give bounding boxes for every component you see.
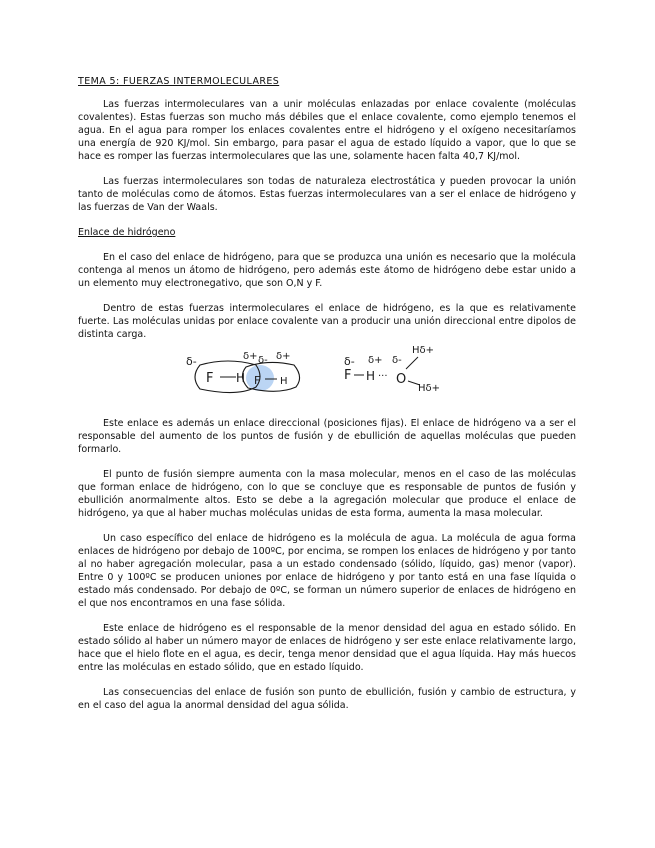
atom-label: F <box>206 371 214 386</box>
atom-label: H <box>236 371 246 385</box>
hydrogen-bond-sketch <box>78 343 576 403</box>
paragraph-7: Un caso específico del enlace de hidrógeno es la molécula de agua. La molécula de agua forma enlaces de hidrógeno por debajo de 100ºC, por encima, se rompen los enlaces de hidrógeno y por tanto al no haber agregación molecular, pasa a un estado condensado (sólido, líquido, gas) menor (vapor). Entre 0 y 100ºC se producen uniones por enlace de hidrógeno y por tanto está en una fase líquida o estado más condensado. Por debajo de 0ºC, se forman un número superior de enlaces de hidrógeno en el que nos encontramos en una fase sólida. <box>78 533 576 609</box>
charge-label: Hδ+ <box>412 345 435 356</box>
hydrogen-bond-drawing <box>78 343 576 403</box>
paragraph-9: Las consecuencias del enlace de fusión son punto de ebullición, fusión y cambio de estructura, y en el caso del agua la anormal densidad del agua sólida. <box>78 687 576 711</box>
page-title: TEMA 5: FUERZAS INTERMOLECULARES <box>78 76 280 87</box>
charge-label: δ- <box>392 355 402 366</box>
atom-label: F <box>344 368 352 383</box>
paragraph-4: Dentro de estas fuerzas intermoleculares el enlace de hidrógeno, es la que es relativamente fuerte. Las moléculas unidas por enlace covalente van a producir una unión direccional entre dipolos de distinta carga. <box>78 303 576 340</box>
charge-label: δ- <box>258 355 268 366</box>
charge-label: δ+ <box>368 355 383 366</box>
atom-label: O <box>396 372 407 387</box>
document-body <box>78 75 576 724</box>
paragraph-3: En el caso del enlace de hidrógeno, para que se produzca una unión es necesario que la molécula contenga al menos un átomo de hidrógeno, pero además este átomo de hidrógeno debe estar unido a un elemento muy electronegativo, que son O,N y F. <box>78 252 576 289</box>
atom-label: F <box>254 374 261 387</box>
paragraph-5: Este enlace es además un enlace direccional (posiciones fijas). El enlace de hidrógeno va a ser el responsable del aumento de los puntos de fusión y de ebullición de aquellas moléculas que pueden formarlo. <box>78 418 576 455</box>
charge-label: δ- <box>344 355 355 368</box>
paragraph-8: Este enlace de hidrógeno es el responsable de la menor densidad del agua en estado sólido. En estado sólido al haber un número mayor de enlaces de hidrógeno y ser este enlace relativamente largo, hace que el hielo flote en el agua, es decir, tenga menor densidad que el agua líquida. Hay más huecos entre las moléculas en estado sólido, que en estado líquido. <box>78 623 576 673</box>
paragraph-6: El punto de fusión siempre aumenta con la masa molecular, menos en el caso de las moléculas que forman enlace de hidrógeno, con lo que se concluye que es responsable de puntos de fusión y ebullición anormalmente altos. Esto se debe a la agregación molecular que produce el enlace de hidrógeno, ya que al haber muchas moléculas unidas de esta forma, aumenta la masa molecular. <box>78 469 576 519</box>
atom-label: H <box>280 376 288 387</box>
charge-label: δ+ <box>276 351 291 362</box>
charge-label: δ- <box>186 355 197 368</box>
charge-label: δ+ <box>243 351 258 362</box>
paragraph-2: Las fuerzas intermoleculares son todas de naturaleza electrostática y pueden provocar la unión tanto de moléculas como de átomos. Estas fuerzas intermoleculares van a ser el enlace de hidrógeno y las fuerzas de Van der Waals. <box>78 176 576 213</box>
paragraph-1: Las fuerzas intermoleculares van a unir moléculas enlazadas por enlace covalente (moléculas covalentes). Estas fuerzas son mucho más débiles que el enlace covalente, como ejemplo tenemos el agua. En el agua para romper los enlaces covalentes entre el hidrógeno y el oxígeno necesitaríamos una energía de 920 KJ/mol. Sin embargo, para pasar el agua de estado líquido a vapor, que lo que se hace es romper las fuerzas intermoleculares que las une, solamente hacen falta 40,7 KJ/mol. <box>78 99 576 162</box>
hf-water-sketch <box>344 345 440 394</box>
hf-dimer-sketch <box>186 351 300 393</box>
charge-label: Hδ+ <box>418 383 441 394</box>
bond-dots: ··· <box>378 371 388 382</box>
bond-line-3 <box>406 357 418 369</box>
atom-label: H <box>366 369 376 383</box>
section-heading-hydrogen-bond: Enlace de hidrógeno <box>78 227 176 238</box>
